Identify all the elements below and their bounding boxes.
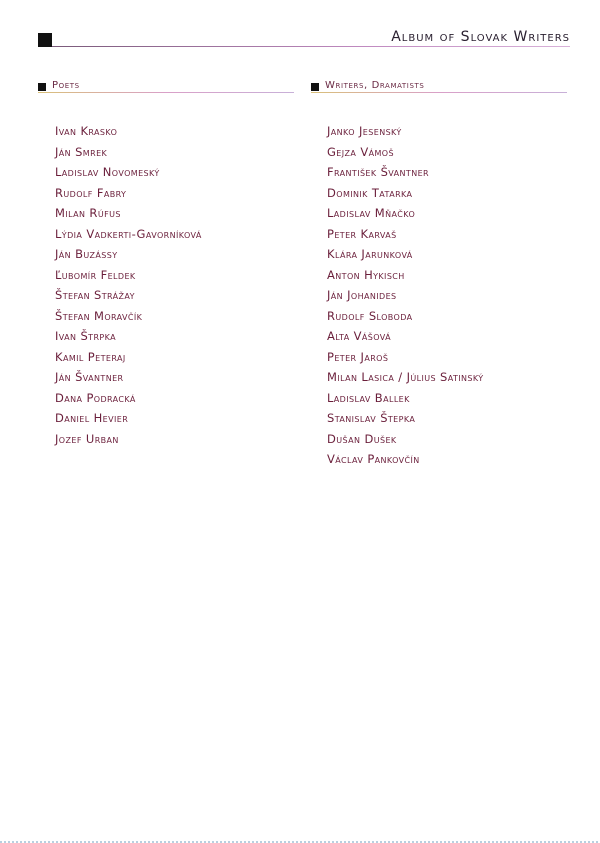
- header-square-marker: [38, 33, 52, 47]
- writer-name: Václav Pankovčín: [327, 452, 420, 466]
- poets-section-header: [38, 80, 294, 94]
- header-rule: [52, 46, 570, 47]
- writer-name: Stanislav Štepka: [327, 411, 416, 425]
- poet-name: Milan Rúfus: [55, 206, 121, 220]
- poet-name: Ivan Krasko: [55, 124, 118, 138]
- poets-section-rule: [38, 92, 294, 93]
- writer-name: Ladislav Mňačko: [327, 206, 416, 220]
- writer-name: Janko Jesenský: [327, 124, 402, 138]
- page-header: [38, 30, 570, 50]
- poet-name: Štefan Moravčík: [55, 308, 143, 323]
- writers-section-header: [311, 80, 567, 94]
- poet-name: Rudolf Fabry: [55, 185, 127, 200]
- poet-name: Dana Podracká: [55, 390, 136, 405]
- poet-name: Lýdia Vadkerti-Gavorníková: [55, 226, 202, 241]
- poet-name: Ivan Štrpka: [55, 329, 117, 343]
- writer-name: Klára Jarunková: [327, 247, 413, 261]
- poet-name: Ľubomír Feldek: [55, 267, 136, 282]
- poets-list: [55, 121, 202, 449]
- writer-name: Dušan Dušek: [327, 431, 397, 446]
- page-title: Album of Slovak Writers: [383, 29, 570, 45]
- poet-name: Ján Smrek: [55, 144, 108, 159]
- poets-bullet: [38, 83, 46, 91]
- writer-name: Rudolf Sloboda: [327, 308, 413, 323]
- writer-name: Milan Lasica / Július Satinský: [327, 370, 484, 384]
- writers-section-rule: [311, 92, 567, 93]
- writers-section-label: Writers, Dramatists: [325, 80, 425, 91]
- writer-name: Peter Karvaš: [327, 226, 397, 241]
- poet-name: Jozef Urban: [55, 431, 119, 446]
- writer-name: František Švantner: [327, 165, 429, 179]
- writer-name: Dominik Tatarka: [327, 185, 413, 200]
- poets-section-label: Poets: [52, 80, 80, 91]
- poet-name: Ján Švantner: [55, 370, 124, 384]
- poet-name: Ladislav Novomeský: [55, 165, 160, 179]
- poet-name: Daniel Hevier: [55, 411, 129, 425]
- poet-name: Kamil Peteraj: [55, 349, 126, 364]
- writers-list: [327, 121, 484, 470]
- writer-name: Anton Hykisch: [327, 267, 405, 282]
- writers-bullet: [311, 83, 319, 91]
- writer-name: Alta Vášová: [327, 329, 392, 343]
- writer-name: Ján Johanides: [327, 288, 397, 302]
- writer-name: Gejza Vámoš: [327, 144, 394, 159]
- poet-name: Štefan Strážay: [55, 288, 135, 302]
- poet-name: Ján Buzássy: [55, 247, 118, 261]
- writer-name: Peter Jaroš: [327, 349, 389, 364]
- writer-name: Ladislav Ballek: [327, 390, 410, 405]
